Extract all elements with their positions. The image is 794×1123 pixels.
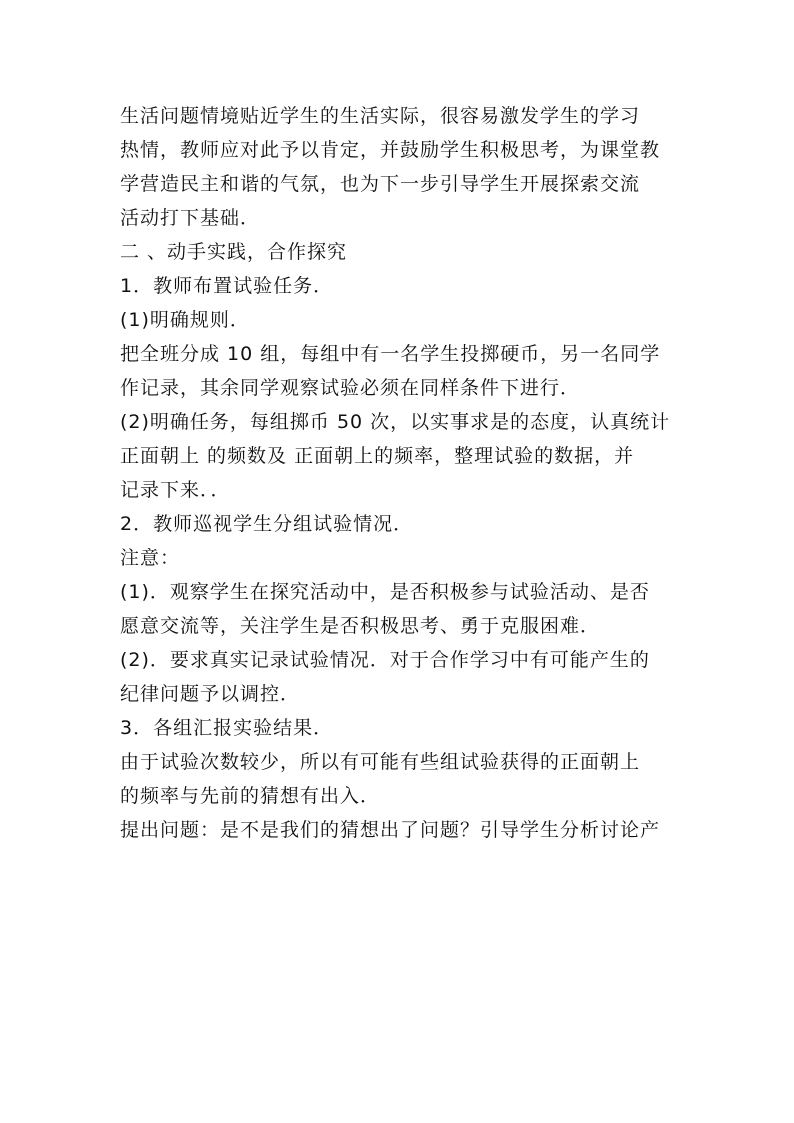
document-body: [120, 99, 680, 847]
list-item-heading: 1．教师布置试验任务．: [120, 275, 334, 297]
text-line: 纪律问题予以调控．: [120, 683, 301, 705]
text-line: 愿意交流等，关注学生是否积极思考、勇于克服困难．: [120, 615, 601, 637]
text-line: (2)．要求真实记录试验情况．对于合作学习中有可能产生的: [120, 649, 650, 671]
text-line: (2)明确任务，每组掷币 50 次，以实事求是的态度，认真统计: [120, 411, 671, 433]
text-line: 记录下来．．: [120, 479, 231, 501]
text-line: 由于试验次数较少，所以有可能有些组试验获得的正面朝上: [120, 751, 641, 773]
list-item-heading: 2．教师巡视学生分组试验情况．: [120, 513, 414, 535]
section-heading: 二 、动手实践，合作探究: [120, 241, 348, 263]
text-line: (1)．观察学生在探究活动中，是否积极参与试验活动、是否: [120, 581, 650, 603]
text-line: 作记录，其余同学观察试验必须在同样条件下进行．: [120, 377, 581, 399]
list-item-heading: 3．各组汇报实验结果．: [120, 717, 334, 739]
text-line: 提出问题：是不是我们的猜想出了问题？引导学生分析讨论产: [120, 819, 661, 841]
note-label: 注意：: [120, 547, 181, 569]
text-line: 活动打下基础．: [120, 207, 261, 229]
text-line: 正面朝上 的频数及 正面朝上的频率，整理试验的数据，并: [120, 445, 635, 467]
sub-item-heading: (1)明确规则．: [120, 309, 250, 331]
text-line: 把全班分成 10 组，每组中有一名学生投掷硬币，另一名同学: [120, 343, 661, 365]
text-line: 热情，教师应对此予以肯定，并鼓励学生积极思考，为课堂教: [120, 139, 661, 161]
text-line: 学营造民主和谐的气氛，也为下一步引导学生开展探索交流: [120, 173, 641, 195]
text-line: 生活问题情境贴近学生的生活实际，很容易激发学生的学习: [120, 105, 641, 127]
text-line: 的频率与先前的猜想有出入．: [120, 785, 381, 807]
